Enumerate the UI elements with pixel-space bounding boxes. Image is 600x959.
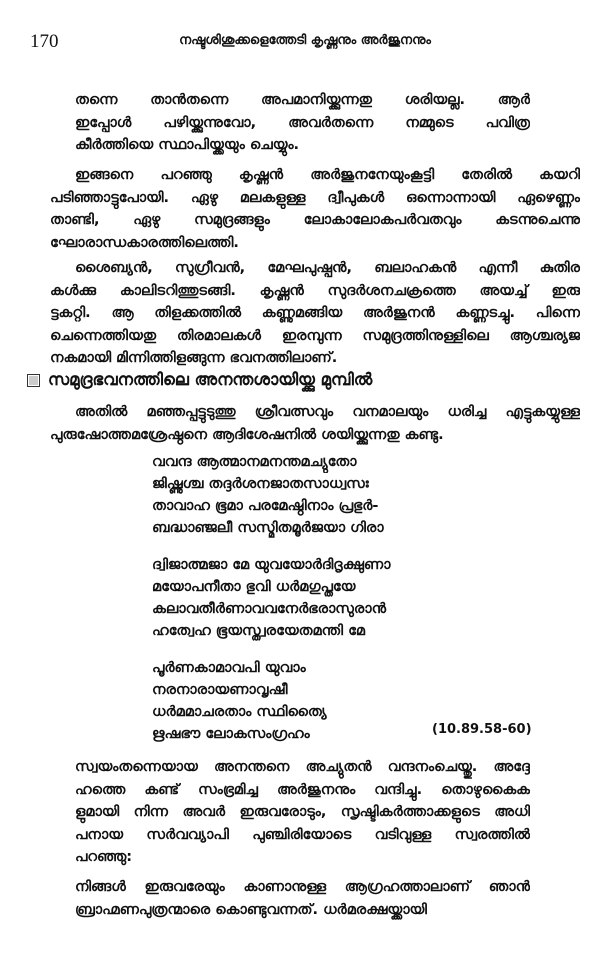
text-line: ബദ്ധാഞ്ജലീ സസ്മിതമൂർജയാ ഗിരാ xyxy=(152,520,384,536)
paragraph-2 xyxy=(50,164,580,254)
text-line: ഋഷഭൗ ലോകസംഗ്രഹം xyxy=(152,726,310,742)
text-line: പടിഞ്ഞാട്ടുപോയി. ഏഴു മലകളുള്ള ദ്വീപുകൾ ഒന്നൊന്നായി ഏഴെണ്ണം xyxy=(50,189,580,206)
text-line: ചെന്നെത്തിയതു തിരമാലകൾ ഇരമ്പുന്ന സമുദ്രത്തിനുള്ളിലെ ആശ്ചര്യജ xyxy=(50,327,580,344)
text-line: ഇപ്പോൾ പഴിയ്ക്കുന്നുവോ, അവർതന്നെ നമ്മുടെ പവിത്ര xyxy=(75,114,530,131)
text-line: പനായ സർവവ്യാപി പുഞ്ചിരിയോടെ വടിവുള്ള സ്വരത്തിൽ xyxy=(75,826,530,843)
text-line: സ്വയംതന്നെയായ അനന്തനെ അച്യുതൻ വന്ദനംചെയ്തു. അദ്ദേ xyxy=(75,759,530,775)
paragraph-5 xyxy=(75,756,530,869)
text-line: തന്നെ താൻതന്നെ അപമാനിയ്ക്കുന്നതു ശരിയല്ല. ആർ xyxy=(75,92,530,108)
verse-reference: (10.89.58-60) xyxy=(432,722,532,737)
section-heading-text: സമുദ്രഭവനത്തിലെ അനന്തശായിയ്ക്കു മുമ്പിൽ xyxy=(48,370,373,389)
text-line: നകമായി മിന്നിത്തിളങ്ങുന്ന ഭവനത്തിലാണ്. xyxy=(50,350,338,366)
paragraph-3 xyxy=(50,257,580,370)
text-line: ജിഷ്ണുശ്ച തദ്ദർശനജാതസാധ്വസഃ xyxy=(152,476,369,492)
text-line: പൂർണകാമാവപി യുവാം xyxy=(152,660,306,676)
text-line: മയോപനീതാ ഭുവി ധർമഗുപ്തയേ xyxy=(152,579,356,595)
square-bullet-icon xyxy=(27,374,40,387)
text-line: കൾക്കു കാലിടറിത്തുടങ്ങി. കൃഷ്ണൻ സുദർശനചക്രത്തെ അയച്ച് ഇരു xyxy=(50,282,580,299)
page-number: 170 xyxy=(30,31,59,52)
text-line: ധർമമാചരതാം സ്ഥിത്യൈ xyxy=(152,704,327,720)
verse-3 xyxy=(152,657,452,745)
text-line: നിങ്ങൾ ഇരുവരേയും കാണാനുള്ള ആഗ്രഹത്താലാണ് ഞാൻ xyxy=(75,879,530,895)
running-header-title: നഷ്ടശിശുക്കളെത്തേടി കൃഷ്ണനും അർജുനനും xyxy=(179,33,431,48)
text-line: ദ്വിജാത്മജാ മേ യുവയോർദിദൃക്ഷുണാ xyxy=(152,557,391,573)
text-line: പുരുഷോത്തമശ്രേഷ്ഠനെ ആദിശേഷനിൽ ശയിയ്ക്കുന്നതു കണ്ടു. xyxy=(50,426,444,443)
text-line: താണ്ടി, ഏഴു സമുദ്രങ്ങളും ലോകാലോകപർവതവും കടന്നുചെന്നു xyxy=(50,212,580,228)
text-line: ട്ടകറ്റി. ആ തിളക്കത്തിൽ കണ്ണുമങ്ങിയ അർജുനൻ കണ്ണടച്ചു. പിന്നെ xyxy=(50,305,580,321)
paragraph-4 xyxy=(50,401,580,446)
text-line: അതിൽ മഞ്ഞപ്പട്ടുടുത്തു ശ്രീവത്സവും വനമാലയും ധരിച്ച എട്ടുകയ്യുള്ള xyxy=(75,404,580,420)
text-line: കലാവതീർണാവവനേർഭരാസുരാൻ xyxy=(152,601,387,617)
section-heading xyxy=(27,370,372,390)
text-line: ളുമായി നിന്ന അവർ ഇരുവരോടും, സൃഷ്ടികർത്താക്കളുടെ അധി xyxy=(75,804,530,820)
verse-1 xyxy=(152,451,452,539)
text-line: കീർത്തിയെ സ്ഥാപിയ്ക്കയും ചെയ്യും. xyxy=(75,137,300,153)
paragraph-1 xyxy=(75,89,530,157)
verse-2 xyxy=(152,554,452,642)
text-line: പറഞ്ഞു: xyxy=(75,849,133,865)
text-line: ബ്രാഹ്മണപുത്രന്മാരെ കൊണ്ടുവന്നത്. ധർമരക്ഷയ്ക്കായി xyxy=(75,901,427,918)
text-line: വവന്ദ ആത്മാനമനന്തമച്യുതോ xyxy=(152,454,357,470)
text-line: താവാഹ ഭൂമാ പരമേഷ്ഠിനാം പ്രഭുർ- xyxy=(152,498,379,514)
text-line: ഹത്വേഹ ഭൂയസ്ത്വരയേതമന്തി മേ xyxy=(152,623,365,639)
text-line: ഹത്തെ കണ്ട് സംഭ്രമിച്ച അർജുനനും വന്ദിച്ചു. തൊഴുകൈക xyxy=(75,781,530,798)
text-line: നരനാരായണാവൃഷീ xyxy=(152,682,288,698)
paragraph-6 xyxy=(75,876,530,921)
text-line: ഇങ്ങനെ പറഞ്ഞു കൃഷ്ണൻ അർജുനനേയുംകൂട്ടി തേരിൽ കയറി xyxy=(75,167,580,183)
text-line: ശൈബ്യൻ, സുഗ്രീവൻ, മേഘപുഷ്പൻ, ബലാഹകൻ എന്നീ കുതിര xyxy=(75,260,580,276)
text-line: ഘോരാന്ധകാരത്തിലെത്തി. xyxy=(50,234,239,251)
